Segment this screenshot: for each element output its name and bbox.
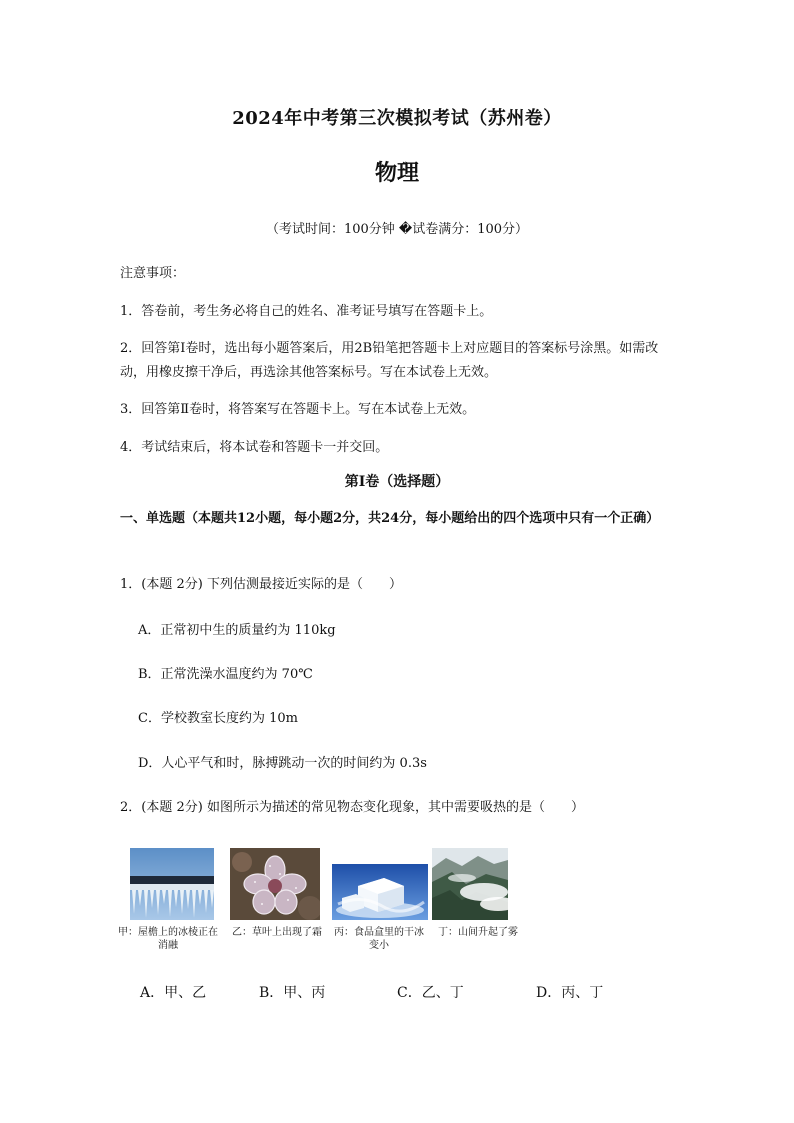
icicles-photo [130,848,214,924]
exam-title: 2024年中考第三次模拟考试（苏州卷） [232,108,562,129]
question-2-choice-c: C．乙、丁 [397,985,464,1001]
question-2-choice-b: B．甲、丙 [259,985,326,1001]
question-2-choice-d: D．丙、丁 [536,985,604,1001]
question-2-choice-a: A．甲、乙 [140,985,207,1001]
question-2-stem: 2．(本题 2分) 如图所示为描述的常见物态变化现象，其中需要吸热的是（ ） [120,800,584,815]
exam-info: （考试时间：100分钟 �试卷满分：100分） [265,222,529,237]
mountain-fog-photo [432,848,508,924]
question-1-option-a: A．正常初中生的质量约为 110kg [138,623,336,638]
frost-flower-photo [230,848,320,924]
notice-item-2: 2．回答第Ⅰ卷时，选出每小题答案后，用2B铅笔把答题卡上对应题目的答案标号涂黑。如需改动，用橡皮擦干净后，再选涂其他答案标号。写在本试卷上无效。 [120,341,659,380]
question-1-stem: 1．(本题 2分) 下列估测最接近实际的是（ ） [120,577,402,592]
figure-caption-3: 丙：食品盒里的干冰变小 [334,927,424,951]
figure-caption-2: 乙：草叶上出现了霜 [232,927,322,938]
question-1-option-c: C．学校教室长度约为 10m [138,711,298,726]
notice-heading: 注意事项： [120,266,186,281]
question-1-option-d: D．人心平气和时，脉搏跳动一次的时间约为 0.3s [138,756,427,771]
section-title: 一、单选题（本题共12小题，每小题2分，共24分，每小题给出的四个选项中只有一个正确） [120,511,660,526]
notice-item-4: 4．考试结束后，将本试卷和答题卡一并交回。 [120,440,389,455]
notice-item-3: 3．回答第Ⅱ卷时，将答案写在答题卡上。写在本试卷上无效。 [120,402,476,417]
figure-caption-4: 丁：山间升起了雾 [438,927,518,938]
notice-item-1: 1．答卷前，考生务必将自己的姓名、准考证号填写在答题卡上。 [120,304,493,319]
subject-title: 物理 [374,160,419,186]
figure-caption-1: 甲：屋檐上的冰棱正在消融 [118,927,218,951]
question-1-option-b: B．正常洗澡水温度约为 70℃ [138,667,313,682]
volume-title: 第Ⅰ卷（选择题） [344,474,450,490]
dry-ice-photo [332,864,428,924]
